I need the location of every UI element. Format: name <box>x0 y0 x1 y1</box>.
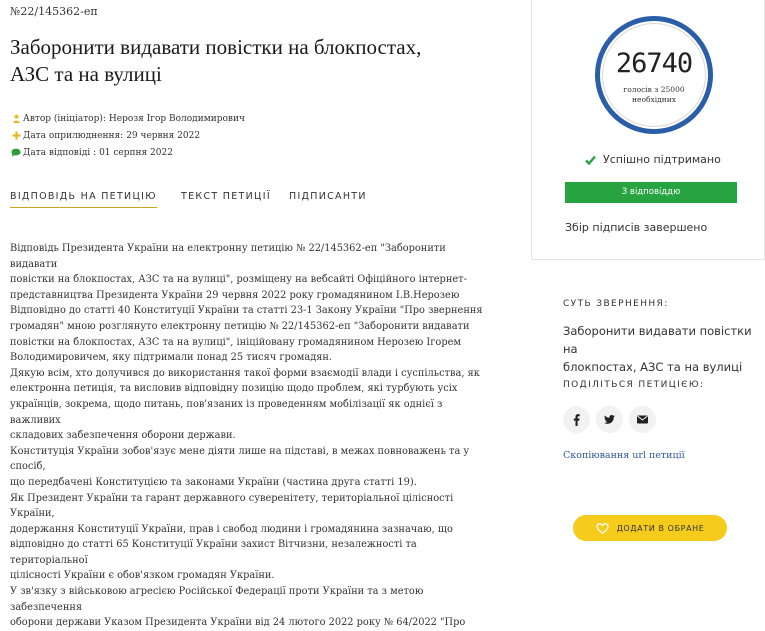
published-value: 29 червня 2022 <box>126 130 201 141</box>
page-title <box>10 34 490 88</box>
body-line: У зв'язку з військовою агресією Російської Федерації проти України та з метою забезпечення <box>10 586 424 613</box>
share-email-button[interactable] <box>629 406 656 433</box>
body-line: Відповідь Президента України на електронну петицію № 22/145362-еп "Заборонити видавати <box>10 243 446 270</box>
email-icon <box>637 415 648 424</box>
title-line-1: Заборонити видавати повістки на блокпостах, <box>10 35 422 59</box>
meta-author <box>10 110 490 127</box>
facebook-icon <box>573 414 580 426</box>
heart-icon <box>596 523 609 534</box>
body-line: оборони держави Указом Президента України від 24 лютого 2022 року № 64/2022 "Про <box>10 617 466 629</box>
add-to-favorites-button[interactable] <box>573 515 727 541</box>
count-caption-line-1: голосів з 25000 <box>623 85 685 94</box>
status-supported <box>585 153 721 166</box>
tab-answer[interactable]: ВІДПОВІДЬ НА ПЕТИЦІЮ <box>10 191 157 208</box>
tab-signatories[interactable]: ПІДПИСАНТИ <box>289 191 367 202</box>
plus-icon <box>10 131 22 140</box>
title-line-2: АЗС та на вулиці <box>10 62 162 86</box>
body-line: цілісності України є обов'язком громадян України. <box>10 570 275 582</box>
signature-count-caption <box>600 85 708 105</box>
status-text: Успішно підтримано <box>603 153 721 166</box>
signature-counter <box>595 16 713 134</box>
share-twitter-button[interactable] <box>596 406 623 433</box>
body-line: Володимировичем, яку підтримали понад 25 тисяч громадян. <box>10 352 333 364</box>
user-icon <box>10 114 22 123</box>
body-line: Конституція України зобов'язує мене діяти лише на підставі, в межах повноважень та у спосіб, <box>10 445 470 473</box>
petition-tabs <box>10 189 490 209</box>
status-card <box>531 0 765 260</box>
answer-status-bar[interactable]: З відповіддю <box>565 182 737 203</box>
signature-count: 26740 <box>615 48 693 79</box>
body-line: додержання Конституції України, прав і свобод людини і громадянина зазначаю, що <box>10 523 453 535</box>
share-label: ПОДІЛІТЬСЯ ПЕТИЦІЄЮ: <box>563 380 705 390</box>
twitter-icon <box>604 415 615 424</box>
share-facebook-button[interactable] <box>563 406 590 433</box>
body-line: що передбачені Конституцією та законами України (частина друга статті 19). <box>10 476 417 488</box>
petition-sidebar <box>531 0 758 559</box>
meta-published <box>10 127 490 144</box>
author-value: Нерозя Ігор Володимирович <box>108 113 245 124</box>
favorite-label: ДОДАТИ В ОБРАНЕ <box>616 523 705 533</box>
collection-status: Збір підписів завершено <box>565 221 708 234</box>
body-line: складових забезпечення оборони держави. <box>10 430 236 442</box>
body-line: повістки на блокпостах, АЗС та на вулиці", ініційовану громадянином Нерозею Ігорем <box>10 336 462 348</box>
essence-label: СУТЬ ЗВЕРНЕННЯ: <box>563 299 669 309</box>
answered-label: Дата відповіді : <box>23 147 97 158</box>
answered-value: 01 серпня 2022 <box>99 147 173 158</box>
body-line: повістки на блокпостах, АЗС та на вулиці", розміщену на вебсайті Офіційного інтернет- <box>10 274 467 286</box>
meta-answered <box>10 144 490 161</box>
comment-icon <box>10 148 22 157</box>
answer-text <box>10 241 492 631</box>
author-label: Автор (ініціатор): <box>23 113 106 124</box>
tab-petition-text[interactable]: ТЕКСТ ПЕТИЦІЇ <box>181 191 271 202</box>
petition-number: №22/145362-еп <box>10 5 98 18</box>
body-line: відповідно до статті 65 Конституції України захист Вітчизни, незалежності та територіальної <box>10 539 417 566</box>
petition-meta <box>10 110 490 161</box>
body-line: електронна петиція, та висловив відповідну позицію щодо проблем, які турбують усіх <box>10 383 458 395</box>
body-line: представництва Президента України 29 червня 2022 року громадянином І.В.Нерозею <box>10 289 460 301</box>
count-caption-line-2: необхідних <box>632 95 676 104</box>
body-line: Дякую всім, хто долучився до використання такої форми взаємодії влади і суспільства, як <box>10 367 480 379</box>
essence-line-1: Заборонити видавати повістки на <box>563 324 752 356</box>
copy-url-link[interactable]: Скопіювання url петиції <box>563 450 685 461</box>
body-line: громадян" мною розглянуто електронну петицію № 22/145362-еп "Заборонити видавати <box>10 320 470 332</box>
essence-line-2: блокпостах, АЗС та на вулиці <box>563 360 743 374</box>
share-buttons <box>563 406 656 433</box>
body-line: Як Президент України та гарант державного суверенітету, територіальної цілісності України, <box>10 492 454 520</box>
body-line: українців, зокрема, щодо питань, пов'язаних із проведенням мобілізації як однієї з важливих <box>10 398 443 426</box>
body-line: Відповідно до статті 40 Конституції України та статті 23-1 Закону України "Про звернення <box>10 305 483 317</box>
check-icon <box>585 155 596 165</box>
published-label: Дата оприлюднення: <box>23 130 124 141</box>
essence-text <box>563 322 763 376</box>
